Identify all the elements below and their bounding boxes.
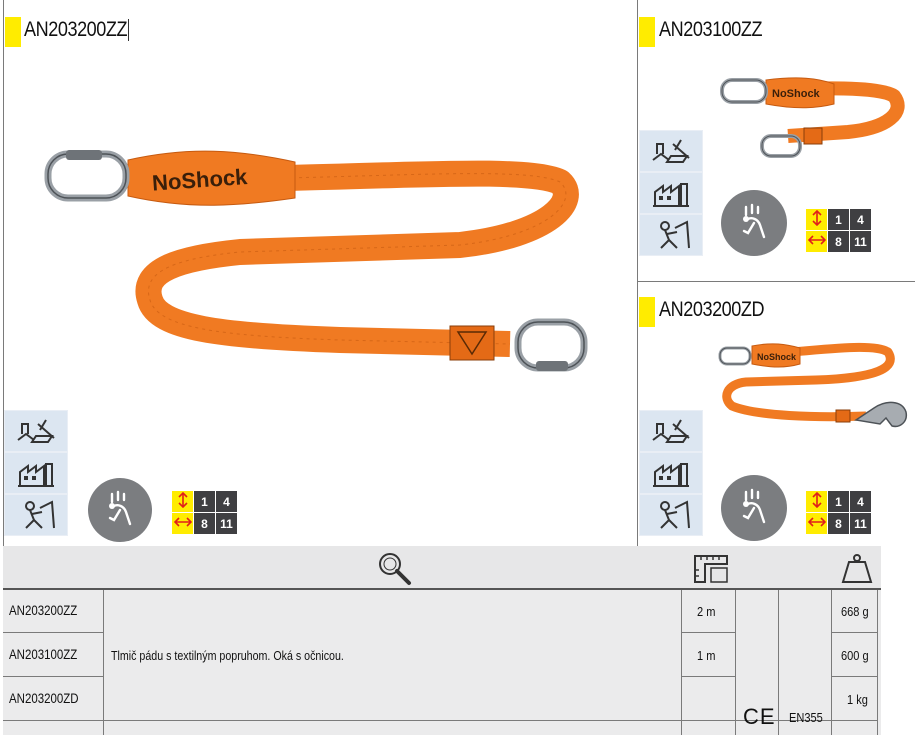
title-marker [5, 17, 21, 47]
grid-value: 4 [216, 491, 238, 513]
grid-value: 8 [194, 513, 216, 535]
table-col-divider [103, 590, 104, 735]
table-col-divider [877, 590, 878, 735]
industry-icon [639, 172, 703, 214]
lanyard-image-3 [716, 338, 912, 438]
grid-value: 8 [828, 513, 850, 535]
table-row-divider [831, 676, 877, 677]
grid-value: 11 [850, 231, 872, 253]
table-row-divider [831, 632, 877, 633]
length-value: 2 m [697, 604, 716, 619]
spec-table-body [3, 590, 881, 735]
table-row-code: AN203200ZD [9, 690, 79, 706]
rating-grid-2 [805, 208, 872, 253]
table-row-divider [3, 632, 103, 633]
weight-value: 668 g [841, 604, 869, 619]
transport-icon [639, 130, 703, 172]
panel-divider-vertical [637, 0, 638, 546]
fall-arrest-icon [721, 475, 787, 541]
grid-value: 11 [216, 513, 238, 535]
usage-icons-2 [639, 130, 703, 256]
construction-icon [639, 494, 703, 536]
ce-mark: CE [743, 704, 776, 729]
usage-icons-3 [639, 410, 703, 536]
table-row-code: AN203200ZZ [9, 602, 78, 618]
grid-value: 1 [828, 209, 850, 231]
grid-value: 4 [850, 491, 872, 513]
transport-icon [4, 410, 68, 452]
construction-icon [639, 214, 703, 256]
rating-grid-3 [805, 490, 872, 535]
length-value: 1 m [697, 648, 716, 663]
svg-text:NoShock: NoShock [772, 88, 820, 100]
table-col-divider [831, 590, 832, 735]
fall-arrest-icon [88, 478, 152, 542]
rating-grid-main [171, 490, 238, 535]
grid-value: 11 [850, 513, 872, 535]
table-col-divider [778, 590, 779, 735]
title-marker [639, 17, 655, 47]
vertical-arrow-icon [806, 491, 828, 513]
spec-table-header [3, 546, 881, 590]
weight-icon [839, 552, 875, 586]
text-cursor [128, 19, 129, 41]
industry-icon [639, 452, 703, 494]
product-description: Tlmič pádu s textilným popruhom. Oká s očnicou. [111, 648, 344, 663]
product-title-main: AN203200ZZ [24, 18, 128, 41]
lanyard-image-main [40, 140, 600, 375]
table-row-code: AN203100ZZ [9, 646, 78, 662]
fall-arrest-icon [721, 190, 787, 256]
svg-text:NoShock: NoShock [757, 352, 797, 362]
weight-value: 1 kg [847, 692, 868, 707]
weight-value: 600 g [841, 648, 869, 663]
ruler-icon [691, 552, 731, 586]
table-row-divider [681, 632, 735, 633]
grid-value: 8 [828, 231, 850, 253]
title-marker [639, 297, 655, 327]
horizontal-arrow-icon [172, 513, 194, 535]
grid-value: 1 [194, 491, 216, 513]
vertical-arrow-icon [806, 209, 828, 231]
horizontal-arrow-icon [806, 231, 828, 253]
panel-divider-horizontal [637, 281, 915, 282]
grid-value: 1 [828, 491, 850, 513]
vertical-arrow-icon [172, 491, 194, 513]
industry-icon [4, 452, 68, 494]
magnifier-icon [375, 550, 415, 586]
svg-text:NoShock: NoShock [151, 164, 249, 196]
transport-icon [639, 410, 703, 452]
construction-icon [4, 494, 68, 536]
lanyard-image-2 [718, 72, 910, 162]
horizontal-arrow-icon [806, 513, 828, 535]
standard-label: EN355 [789, 710, 823, 725]
table-col-divider [735, 590, 736, 735]
product-title-3: AN203200ZD [659, 298, 765, 321]
product-title-2: AN203100ZZ [659, 18, 763, 41]
table-col-divider [681, 590, 682, 735]
table-row-divider [681, 676, 735, 677]
grid-value: 4 [850, 209, 872, 231]
table-row-divider [3, 676, 103, 677]
usage-icons-main [4, 410, 68, 536]
